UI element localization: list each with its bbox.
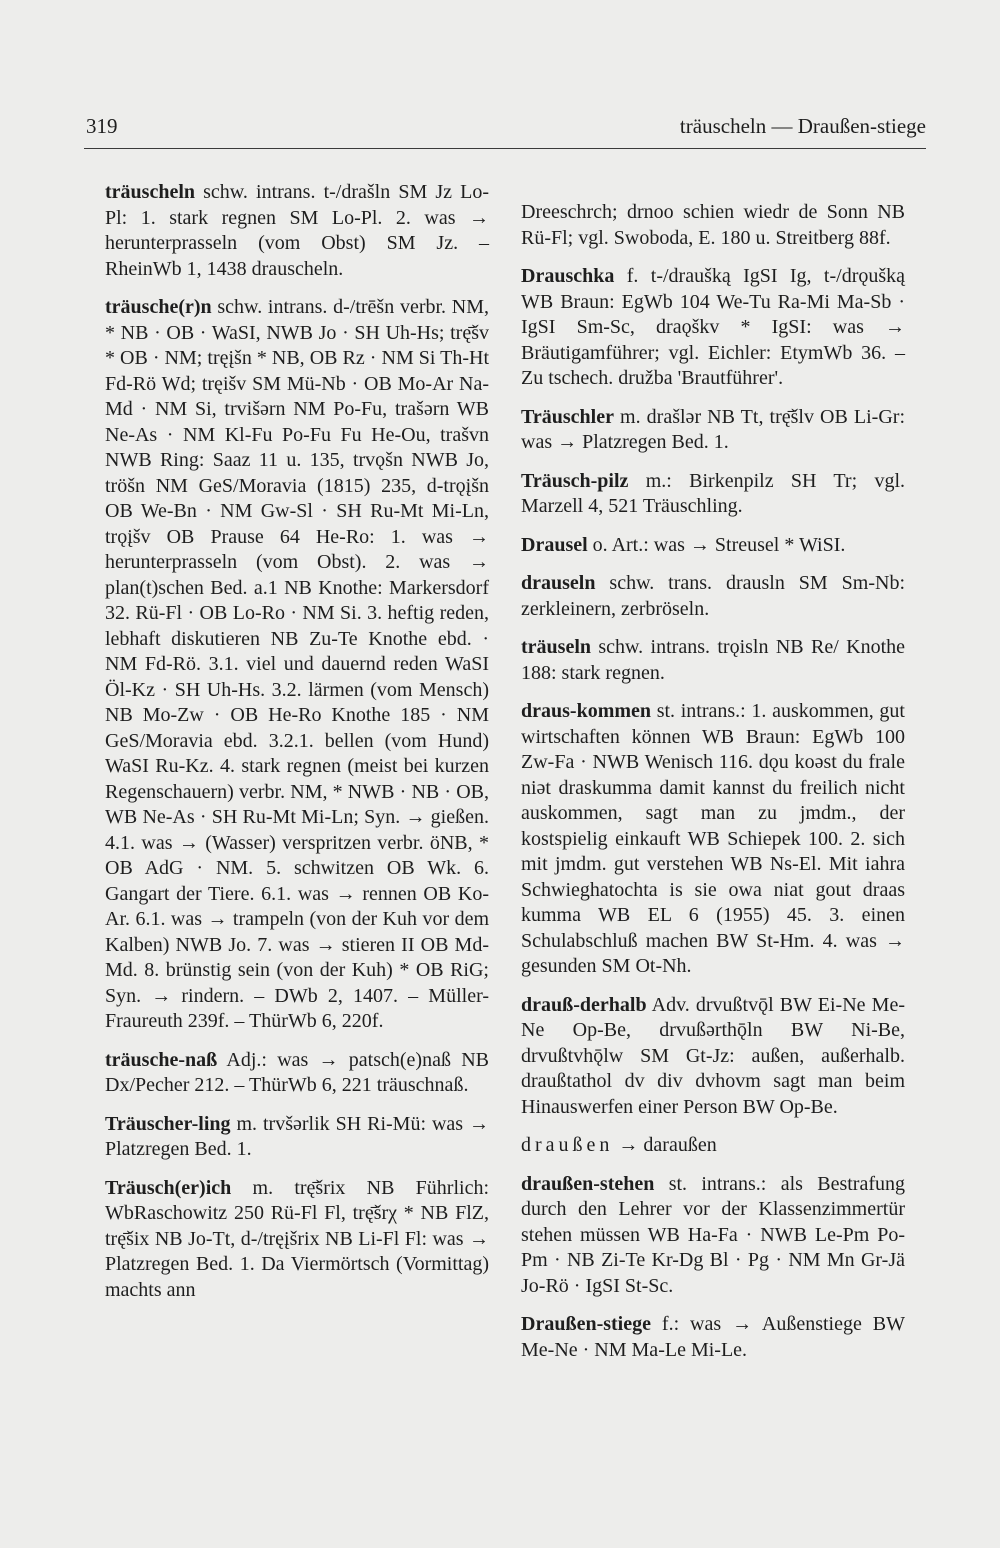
entry-lemma: Träusch(er)ich xyxy=(105,1176,232,1199)
entry xyxy=(105,1048,489,1099)
entry-body: st. intrans.: 1. auskommen, gut wirtschaften können WB Braun: EgWb 100 Zw-Fa · NWB Wenisch 116. dǫu koəst du frale niət draskumma damit kannst du freilich nicht auskommen, sagt man zu jmdm., der kostspielig einkauft WB Schiepek 100. 2. sich mit jmdm. gut verstehen WB Ns-El. Mit iahra Schwieghatochta is sie owa niat gout draas kumma WB EL 6 (1955) 45. 3. einen Schulabschluß machen BW St-Hm. 4. was → gesunden SM Ot-Nh. xyxy=(521,700,905,977)
entry-body: m.: Birkenpilz SH Tr; vgl. Marzell 4, 521 Träuschling. xyxy=(521,469,906,517)
entry-lemma: Träuscher-ling xyxy=(105,1112,231,1135)
entry-lemma: drauß-derhalb xyxy=(521,993,647,1016)
entry xyxy=(521,264,905,392)
entry xyxy=(521,699,905,980)
entry-body: → daraußen xyxy=(618,1134,717,1156)
entry-lemma: Draußen-stiege xyxy=(521,1313,651,1335)
entry xyxy=(521,1172,905,1300)
entry-body: m. trę̄šrix NB Führlich: WbRaschowitz 250 Rü-Fl Fl, trę̄šrχ * NB FlZ, trę̄šix NB Jo-Tt, d-/tręįšrix NB Li-Fl Fl: was → Platzregen Bed. 1. Da Viermörtsch (Vormittag) machts ann xyxy=(105,1176,490,1301)
entry-lemma: Träuschler xyxy=(521,405,614,428)
entry-lemma-spaced: draußen xyxy=(521,1134,614,1156)
entry xyxy=(521,571,905,622)
page-number: 319 xyxy=(86,114,118,138)
entry-body: Adv. drvußtvǭl BW Ei-Ne Me-Ne Op-Be, drvußərthǭln BW Ni-Be, drvußtvhǭlw SM Gt-Jz: außen, außerhalb. draußtathol dv div dvhovm sagt man beim Hinauswerfen einer Person BW Op-Be. xyxy=(521,993,905,1118)
entry xyxy=(105,1112,489,1163)
entry-body: schw. intrans. t-/drašln SM Jz Lo-Pl: 1. stark regnen SM Lo-Pl. 2. was → herunterprasseln (vom Obst) SM Jz. – RheinWb 1, 1438 drauscheln. xyxy=(105,181,489,280)
entry-body: o. Art.: was → Streusel * WiSI. xyxy=(592,533,846,556)
entry-body: f. t-/draušką IgSI Ig, t-/drǫušką WB Braun: EgWb 104 We-Tu Ra-Mi Ma-Sb · IgSI Sm-Sc, draǫškv * IgSI: was → Bräutigamführer; vgl. Eichler: EtymWb 36. – Zu tschech. družba 'Brautführer'. xyxy=(521,265,906,389)
entry xyxy=(521,993,905,1121)
entry-body: schw. intrans. trǫisln NB Re/ Knothe 188: stark regnen. xyxy=(521,636,905,684)
entry-body: schw. intrans. d-/trēšn verbr. NM, * NB · OB · WaSI, NWB Jo · SH Uh-Hs; trę̄šv * OB · NM; tręįšn * NB, OB Rz · NM Si Th-Ht Fd-Rö Wd; tręišv SM Mü-Nb · OB Mo-Ar Na-Md · NM Si, trvišərn NM Po-Fu, trašərn WB Ne-As · NM Kl-Fu Po-Fu Fu He-Ou, trašvn NWB Ring: Saaz 11 u. 135, trvǫšn NWB Jo, tröšn NM GeS/Moravia (1815) 235, d-trǫįšn OB We-Bn · NM Gw-Sl · SH Ru-Mt Mi-Ln, trǫįšv OB Prause 64 He-Ro: 1. was → herunterprasseln (vom Obst). 2. was → plan(t)schen Bed. a.1 NB Knothe: Markersdorf 32. Rü-Fl · OB Lo-Ro · NM Si. 3. heftig reden, lebhaft diskutieren NB Zu-Te Knothe ebd. · NM Fd-Rö. 3.1. viel und dauernd reden WaSI Öl-Kz · SH Uh-Hs. 3.2. lärmen (vom Mensch) NB Mo-Zw · OB He-Ro Knothe 185 · NM GeS/Moravia ebd. 3.2.1. bellen (vom Hund) WaSI Ru-Kz. 4. stark regnen (meist bei kurzen Regenschauern) verbr. NM, * NWB · NB · OB, WB Ne-As · SH Ru-Mt Mi-Ln; Syn. → gießen. 4.1. was → (Wasser) verspritzen verbr. öNB, * OB AdG · NM. 5. schwitzen OB Wk. 6. Gangart der Tiere. 6.1. was → rennen OB Ko-Ar. 6.1. was → trampeln (von der Kuh vor dem Kalben) NWB Jo. 7. was → stieren II OB Md-Md. 8. brünstig sein (von der Kuh) * OB RiG; Syn. → rindern. – DWb 2, 1407. – Müller-Fraureuth 239f. – ThürWb 6, 220f. xyxy=(105,296,490,1032)
entry-body: m. trvšərlik SH Ri-Mü: was → Platzregen Bed. 1. xyxy=(105,1112,489,1160)
entry xyxy=(521,469,905,520)
entry-body: schw. trans. drausln SM Sm-Nb: zerkleinern, zerbröseln. xyxy=(521,572,906,620)
entry-lemma: drauseln xyxy=(521,572,596,594)
entry xyxy=(105,295,489,1035)
entry-body: Adj.: was → patsch(e)naß NB Dx/Pecher 212. – ThürWb 6, 221 träuschnaß. xyxy=(105,1048,489,1096)
entry xyxy=(521,533,905,559)
continued-text: Dreeschrch; drnoo schien wiedr de Sonn NB Rü-Fl; vgl. Swoboda, E. 180 u. Streitberg 88f. xyxy=(521,201,905,249)
entry-lemma: Drauschka xyxy=(521,265,615,287)
entry-lemma: träusche-naß xyxy=(105,1048,218,1071)
entry-lemma: draus-kommen xyxy=(521,700,652,722)
page-header xyxy=(84,114,926,149)
entry-lemma: Träusch-pilz xyxy=(521,469,629,492)
entry-body: f.: was → Außenstiege BW Me-Ne · NM Ma-Le Mi-Le. xyxy=(521,1313,905,1361)
entry xyxy=(521,405,905,456)
entry-body: m. drašlər NB Tt, trę̄šlv OB Li-Gr: was → Platzregen Bed. 1. xyxy=(521,405,906,453)
entry-lemma: träusche(r)n xyxy=(105,296,212,318)
running-title: träuscheln — Draußen-stiege xyxy=(679,114,926,138)
entry-body: st. intrans.: als Bestrafung durch den Lehrer vor der Klassenzimmertür stehen müssen WB Ha-Fa · NWB Le-Pm Po-Pm · NB Zi-Te Kr-Dg Bl · Pg · NM Mn Gr-Jä Jo-Rö · IgSI St-Sc. xyxy=(521,1172,905,1297)
entry xyxy=(521,635,905,686)
right-column xyxy=(521,180,905,1376)
left-column xyxy=(105,180,489,1316)
entry-lemma: Drausel xyxy=(521,533,588,556)
entry xyxy=(105,1176,489,1304)
entry-lemma: träuscheln xyxy=(105,181,195,203)
entry xyxy=(521,1312,905,1363)
entry xyxy=(521,1133,905,1159)
entry-lemma: draußen-stehen xyxy=(521,1172,655,1195)
entry xyxy=(105,180,489,282)
entry-lemma: träuseln xyxy=(521,636,591,658)
